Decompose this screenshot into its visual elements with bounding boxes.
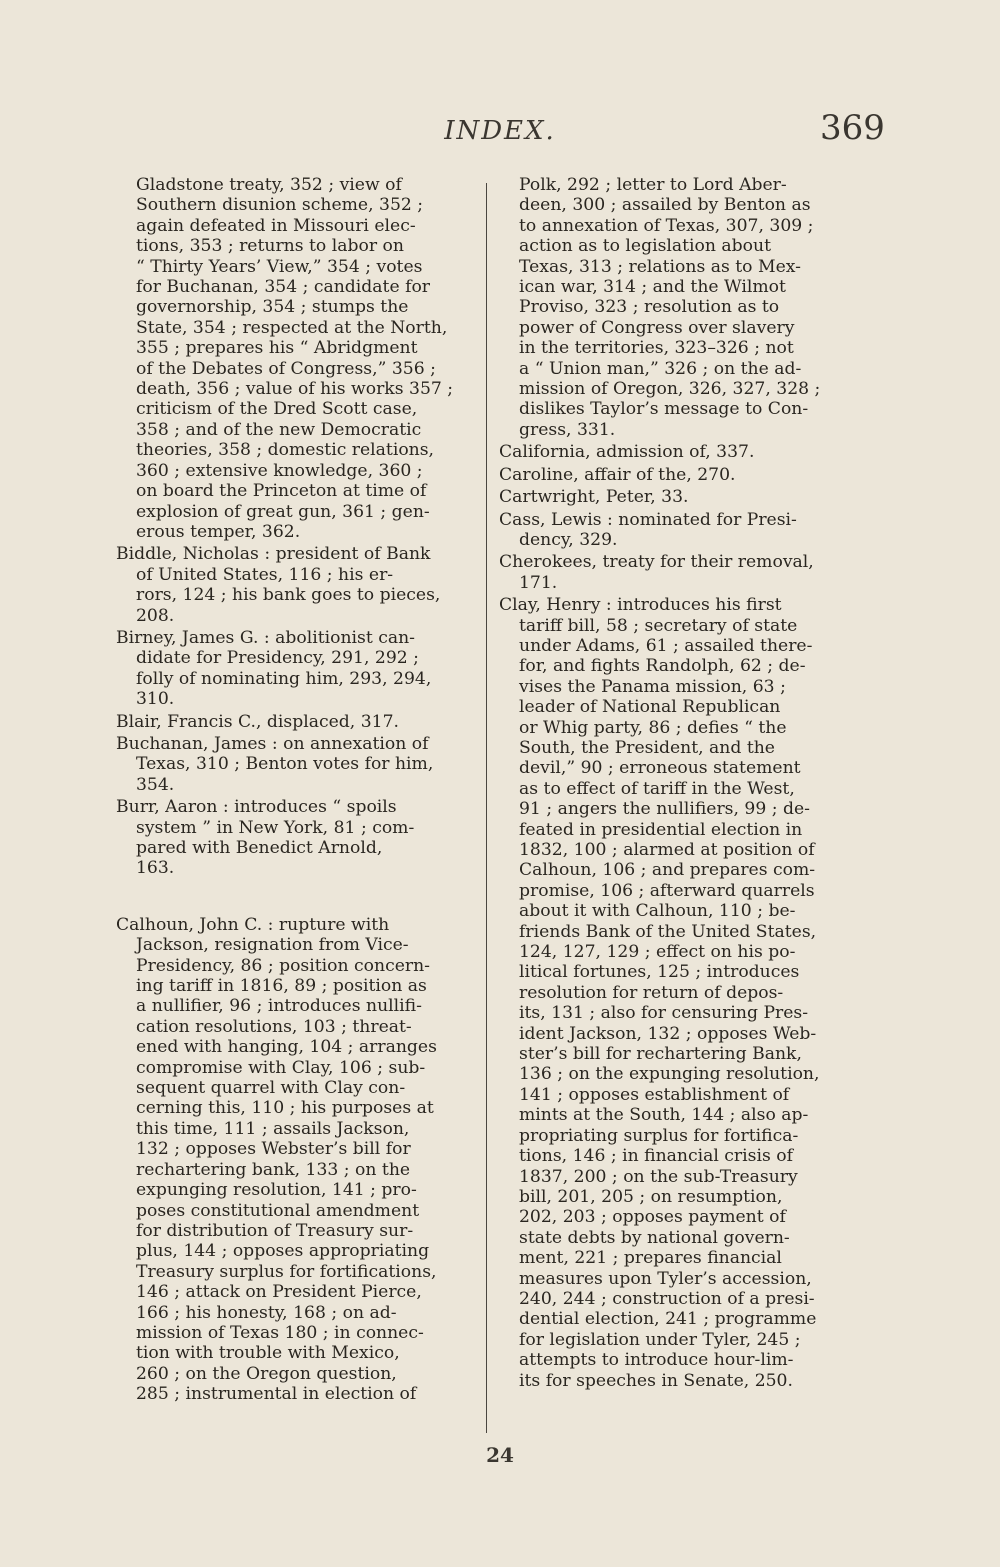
entry-line: Gladstone treaty, 352 ; view of xyxy=(136,175,402,195)
entry-line: Southern disunion scheme, 352 ; xyxy=(136,195,424,216)
index-entry xyxy=(116,797,478,879)
entry-line: pared with Benedict Arnold, xyxy=(136,838,383,858)
entry-line: rechartering bank, 133 ; on the xyxy=(136,1159,411,1180)
index-entry xyxy=(499,552,865,593)
entry-line: ster’s bill for rechartering Bank, xyxy=(519,1044,802,1065)
index-entry xyxy=(116,734,478,795)
entry-line: Cartwright, Peter, 33. xyxy=(499,487,689,508)
entry-line: 310. xyxy=(136,689,175,710)
entry-line: Burr, Aaron : introduces “ spoils xyxy=(116,797,397,818)
entry-line: 285 ; instrumental in election of xyxy=(136,1384,417,1405)
entry-line: plus, 144 ; opposes appropriating xyxy=(136,1241,430,1262)
entry-line: dential election, 241 ; programme xyxy=(519,1309,817,1330)
entry-line: to annexation of Texas, 307, 309 ; xyxy=(519,215,814,236)
entry-line: Proviso, 323 ; resolution as to xyxy=(519,297,780,318)
entry-line: 358 ; and of the new Democratic xyxy=(136,419,422,440)
entry-line: as to effect of tariff in the West, xyxy=(519,778,795,799)
index-entry xyxy=(499,595,865,1391)
entry-line: in the territories, 323–326 ; not xyxy=(519,338,794,359)
entry-line: dency, 329. xyxy=(519,529,618,550)
entry-line: ened with hanging, 104 ; arranges xyxy=(136,1037,437,1058)
entry-line: South, the President, and the xyxy=(519,737,775,758)
entry-line: bill, 201, 205 ; on resumption, xyxy=(519,1186,783,1207)
entry-line: 146 ; attack on President Pierce, xyxy=(136,1282,422,1303)
column-divider xyxy=(486,183,487,1433)
entry-line: Texas, 310 ; Benton votes for him, xyxy=(136,754,434,775)
entry-line: a nullifier, 96 ; introduces nullifi- xyxy=(136,996,422,1017)
entry-line: 136 ; on the expunging resolution, xyxy=(519,1064,820,1085)
entry-line: death, 356 ; value of his works 357 ; xyxy=(136,379,454,400)
entry-line: Clay, Henry : introduces his first xyxy=(499,595,782,616)
entry-line: measures upon Tyler’s accession, xyxy=(519,1268,812,1289)
entry-line: dislikes Taylor’s message to Con- xyxy=(519,399,809,420)
entry-line: devil,” 90 ; erroneous statement xyxy=(519,758,801,779)
entry-line: vises the Panama mission, 63 ; xyxy=(519,676,786,697)
entry-line: this time, 111 ; assails Jackson, xyxy=(136,1118,410,1139)
entry-line: Calhoun, John C. : rupture with xyxy=(116,914,390,935)
running-head: INDEX. xyxy=(444,116,556,146)
entry-line: action as to legislation about xyxy=(519,236,771,257)
entry-line: explosion of great gun, 361 ; gen- xyxy=(136,501,430,522)
entry-line: 208. xyxy=(136,605,175,626)
entry-line: for Buchanan, 354 ; candidate for xyxy=(136,277,431,298)
entry-line: its, 131 ; also for censuring Pres- xyxy=(519,1003,809,1024)
entry-line: promise, 106 ; afterward quarrels xyxy=(519,880,815,901)
entry-line: ican war, 314 ; and the Wilmot xyxy=(519,277,786,298)
entry-line: mission of Oregon, 326, 327, 328 ; xyxy=(519,379,821,400)
entry-line: folly of nominating him, 293, 294, xyxy=(136,668,432,689)
index-entry xyxy=(499,465,865,485)
entry-line: 355 ; prepares his “ Abridgment xyxy=(136,338,418,359)
entry-line: Blair, Francis C., displaced, 317. xyxy=(116,711,399,732)
entry-line: on board the Princeton at time of xyxy=(136,481,427,502)
entry-line: 163. xyxy=(136,858,175,879)
entry-line: theories, 358 ; domestic relations, xyxy=(136,440,435,461)
entry-line: again defeated in Missouri elec- xyxy=(136,215,416,236)
index-entry xyxy=(116,544,478,626)
entry-line: ment, 221 ; prepares financial xyxy=(519,1248,782,1269)
entry-line: a “ Union man,” 326 ; on the ad- xyxy=(519,358,802,379)
entry-line: 141 ; opposes establishment of xyxy=(519,1084,790,1105)
entry-line: Cherokees, treaty for their removal, xyxy=(499,552,814,573)
entry-line: feated in presidential election in xyxy=(519,819,803,840)
entry-line: California, admission of, 337. xyxy=(499,442,755,463)
entry-line: state debts by national govern- xyxy=(519,1227,790,1248)
entry-line: ident Jackson, 132 ; opposes Web- xyxy=(519,1023,817,1044)
entry-line: State, 354 ; respected at the North, xyxy=(136,317,448,338)
index-entry xyxy=(116,628,478,710)
index-entry xyxy=(499,487,865,507)
entry-line: Texas, 313 ; relations as to Mex- xyxy=(519,256,801,277)
entry-line: sequent quarrel with Clay con- xyxy=(136,1078,406,1099)
entry-line: or Whig party, 86 ; defies “ the xyxy=(519,717,787,738)
signature-mark: 24 xyxy=(486,1443,514,1467)
index-entry xyxy=(116,712,478,732)
entry-line: compromise with Clay, 106 ; sub- xyxy=(136,1057,426,1078)
entry-line: system ” in New York, 81 ; com- xyxy=(136,817,415,838)
entry-line: cerning this, 110 ; his purposes at xyxy=(136,1098,434,1119)
entry-line: cation resolutions, 103 ; threat- xyxy=(136,1016,412,1037)
entry-line: Presidency, 86 ; position concern- xyxy=(136,955,430,976)
entry-line: 124, 127, 129 ; effect on his po- xyxy=(519,942,796,963)
entry-line: for, and fights Randolph, 62 ; de- xyxy=(519,656,806,677)
entry-line: ing tariff in 1816, 89 ; position as xyxy=(136,976,427,997)
entry-line: 202, 203 ; opposes payment of xyxy=(519,1207,786,1228)
page-number: 369 xyxy=(820,108,885,148)
entry-line: Polk, 292 ; letter to Lord Aber- xyxy=(519,175,787,195)
entry-line: expunging resolution, 141 ; pro- xyxy=(136,1180,417,1201)
right-column xyxy=(499,175,865,1393)
entry-line: poses constitutional amendment xyxy=(136,1200,420,1221)
entry-line: 1837, 200 ; on the sub-Treasury xyxy=(519,1166,798,1187)
index-entry xyxy=(499,510,865,551)
entry-line: leader of National Republican xyxy=(519,697,781,718)
entry-line: for distribution of Treasury sur- xyxy=(136,1220,414,1241)
index-entry xyxy=(116,175,478,542)
entry-line: “ Thirty Years’ View,” 354 ; votes xyxy=(136,256,423,277)
entry-line: 354. xyxy=(136,774,175,795)
entry-line: resolution for return of depos- xyxy=(519,982,784,1003)
entry-line: its for speeches in Senate, 250. xyxy=(519,1370,793,1391)
entry-line: Biddle, Nicholas : president of Bank xyxy=(116,544,431,565)
entry-line: governorship, 354 ; stumps the xyxy=(136,297,409,318)
entry-line: power of Congress over slavery xyxy=(519,317,795,338)
index-entry xyxy=(499,442,865,462)
entry-gap xyxy=(116,881,478,915)
entry-line: 240, 244 ; construction of a presi- xyxy=(519,1288,815,1309)
entry-line: mints at the South, 144 ; also ap- xyxy=(519,1105,809,1126)
entry-line: friends Bank of the United States, xyxy=(519,921,817,942)
entry-line: propriating surplus for fortifica- xyxy=(519,1125,799,1146)
entry-line: under Adams, 61 ; assailed there- xyxy=(519,635,813,656)
entry-line: attempts to introduce hour-lim- xyxy=(519,1350,794,1371)
entry-line: 132 ; opposes Webster’s bill for xyxy=(136,1139,411,1160)
entry-line: criticism of the Dred Scott case, xyxy=(136,399,418,420)
index-entry xyxy=(499,175,865,440)
index-entry xyxy=(116,915,478,1405)
entry-line: gress, 331. xyxy=(519,419,616,440)
entry-line: tion with trouble with Mexico, xyxy=(136,1343,400,1364)
entry-line: 260 ; on the Oregon question, xyxy=(136,1363,397,1384)
entry-line: for legislation under Tyler, 245 ; xyxy=(519,1329,801,1350)
entry-line: erous temper, 362. xyxy=(136,521,301,542)
entry-line: Caroline, affair of the, 270. xyxy=(499,464,736,485)
entry-line: Birney, James G. : abolitionist can- xyxy=(116,627,415,648)
entry-line: didate for Presidency, 291, 292 ; xyxy=(136,648,419,669)
entry-line: tions, 353 ; returns to labor on xyxy=(136,236,404,257)
entry-line: 1832, 100 ; alarmed at position of xyxy=(519,840,815,860)
entry-line: about it with Calhoun, 110 ; be- xyxy=(519,901,796,922)
entry-line: Jackson, resignation from Vice- xyxy=(136,935,409,956)
entry-line: Buchanan, James : on annexation of xyxy=(116,733,429,754)
entry-line: deen, 300 ; assailed by Benton as xyxy=(519,195,811,216)
left-column xyxy=(116,175,478,1407)
entry-line: Treasury surplus for fortifications, xyxy=(136,1261,437,1282)
entry-line: tions, 146 ; in financial crisis of xyxy=(519,1146,793,1167)
entry-line: 171. xyxy=(519,572,558,593)
entry-line: Calhoun, 106 ; and prepares com- xyxy=(519,860,816,881)
entry-line: of the Debates of Congress,” 356 ; xyxy=(136,358,436,379)
entry-line: Cass, Lewis : nominated for Presi- xyxy=(499,509,797,530)
entry-line: litical fortunes, 125 ; introduces xyxy=(519,962,800,983)
entry-line: mission of Texas 180 ; in connec- xyxy=(136,1322,424,1343)
entry-line: 360 ; extensive knowledge, 360 ; xyxy=(136,460,423,481)
entry-line: tariff bill, 58 ; secretary of state xyxy=(519,615,798,636)
entry-line: 166 ; his honesty, 168 ; on ad- xyxy=(136,1302,397,1323)
entry-line: rors, 124 ; his bank goes to pieces, xyxy=(136,585,441,606)
entry-line: of United States, 116 ; his er- xyxy=(136,564,394,585)
entry-line: 91 ; angers the nullifiers, 99 ; de- xyxy=(519,799,810,820)
